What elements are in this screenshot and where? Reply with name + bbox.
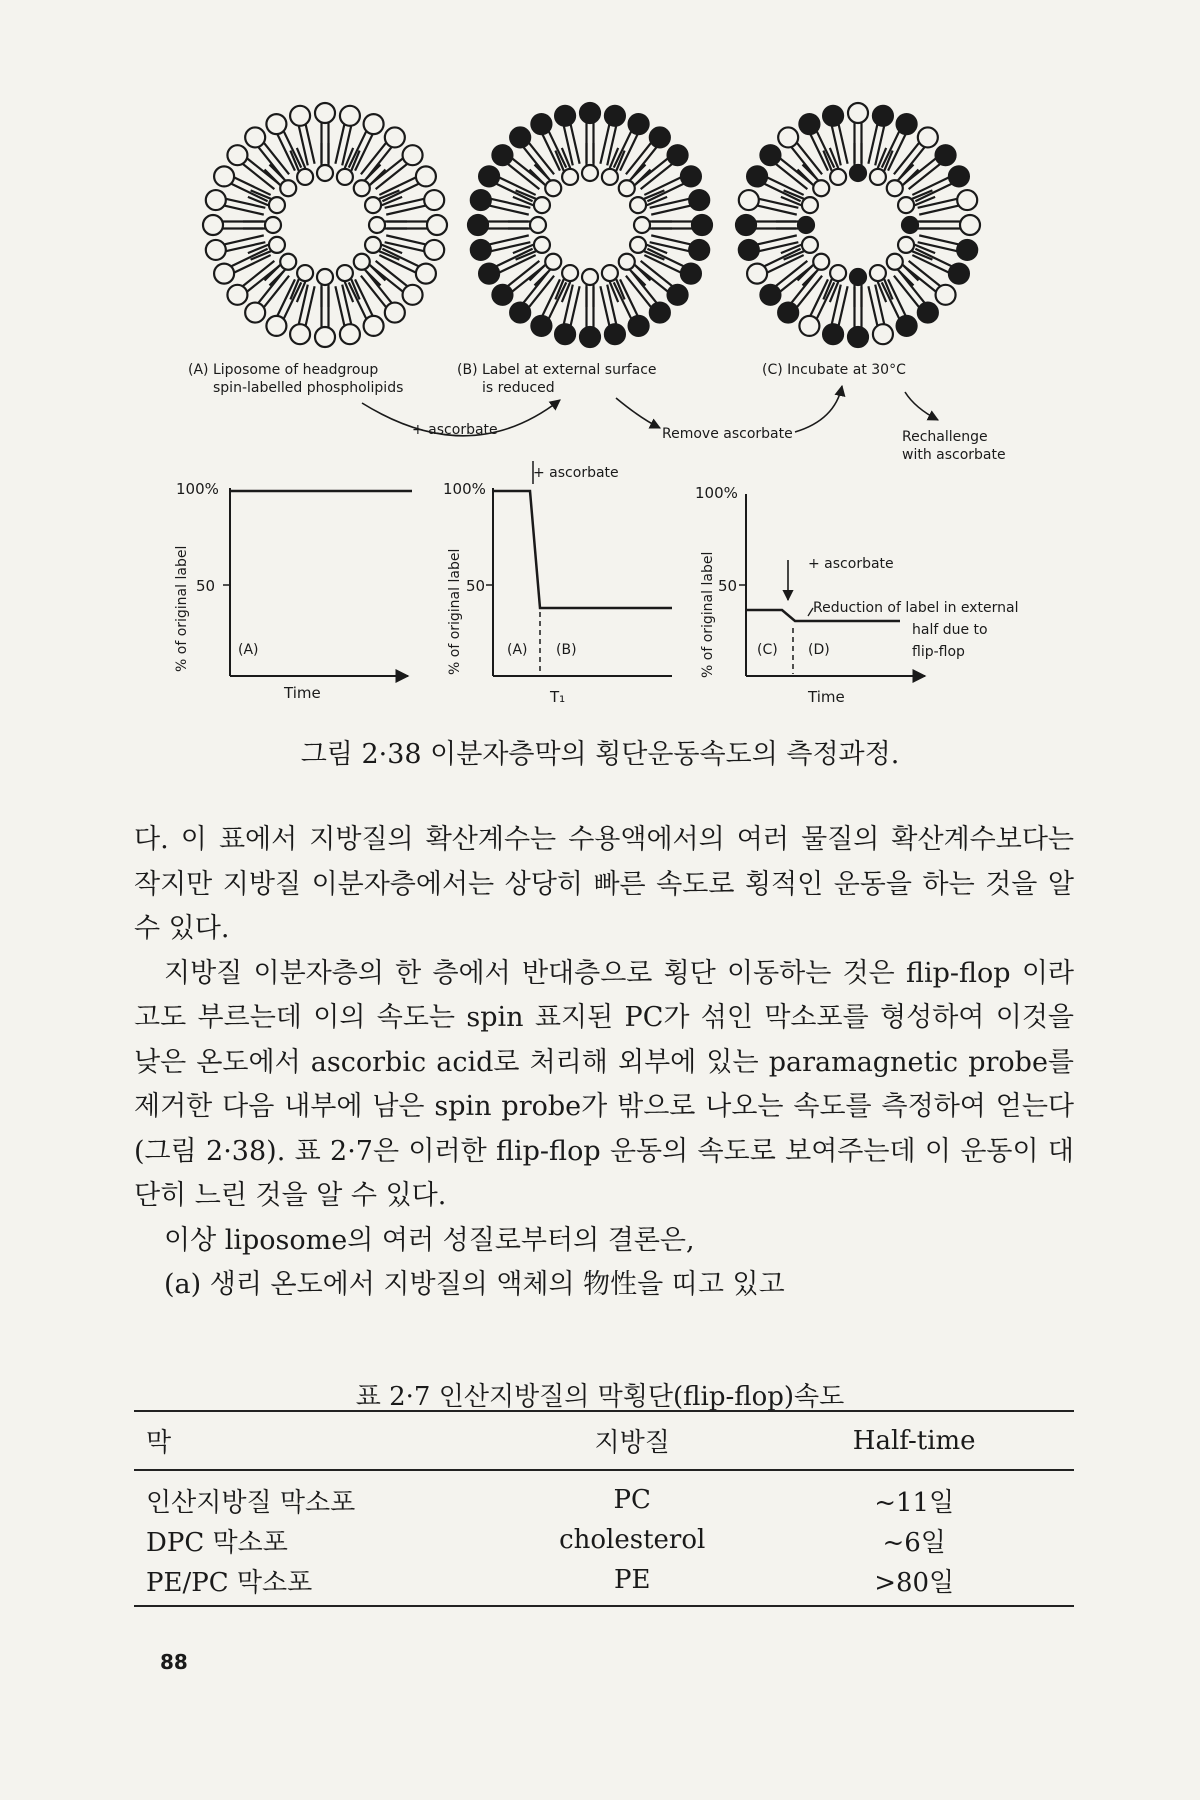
liposome-b-inner-lipid — [619, 254, 651, 286]
liposome-b-inner-lipid — [530, 165, 562, 197]
liposome-b-inner-lipid — [530, 254, 562, 286]
graph-b-seg-a: (A) — [507, 642, 528, 658]
rechallenge-label: Rechallenge — [902, 429, 988, 445]
cell-half-time: ~6일 — [882, 1527, 946, 1558]
page-number: 88 — [160, 1650, 188, 1674]
panel-a-label-2: spin-labelled phospholipids — [213, 380, 404, 396]
graph-c-note-2: half due to — [912, 622, 988, 638]
graph-a — [174, 480, 412, 702]
paragraph-2: 지방질 이분자층의 한 층에서 반대층으로 횡단 이동하는 것은 flip-flop 이라고도 부르는데 이의 속도는 spin 표지된 PC가 섞인 막소포를 형성하여 이것을 낮은 온도에서 ascorbic acid로 처리해 외부에 있는 paramagnetic probe를 제거한 다음 내부에 남은 spin probe가 밖으로 나오는 속도를 측정하여 얻는다(그림 2·38). 표 2·7은 이러한 flip-flop 운동의 속도로 보여주는데 이 운동이 대단히 느린 것을 알 수 있다. — [134, 957, 1074, 1211]
cell-membrane: PE/PC 막소포 — [134, 1560, 510, 1606]
graph-c-y100: 100% — [695, 484, 738, 502]
graph-a-seg-a: (A) — [238, 642, 259, 658]
liposome-a-inner-lipid — [265, 165, 297, 197]
table-row — [134, 1470, 1074, 1520]
graph-c-y50: 50 — [718, 577, 738, 595]
liposome-figure — [0, 0, 1200, 730]
body-text — [134, 818, 1074, 1308]
graph-c-time: Time — [808, 688, 845, 706]
cell-membrane: 인산지방질 막소포 — [146, 1487, 356, 1518]
graph-b-y100: 100% — [443, 480, 486, 498]
liposome-b-inner-lipid — [634, 217, 672, 233]
cell-lipid: PC — [613, 1485, 651, 1515]
liposome-c-inner-lipid — [887, 165, 919, 197]
liposome-a-outer-lipid — [203, 215, 263, 235]
graph-b-t1: T₁ — [550, 688, 566, 706]
graph-b-ylabel: % of original label — [447, 548, 463, 675]
liposome-c-outer-lipid — [848, 103, 868, 163]
liposome-a-inner-lipid — [317, 143, 333, 181]
paragraph-3: 이상 liposome의 여러 성질로부터의 결론은, — [164, 1224, 695, 1256]
liposome-b-outer-lipid — [468, 215, 528, 235]
graph-c — [695, 484, 1019, 706]
panel-b-label-2: is reduced — [482, 380, 555, 396]
liposome-a-inner-lipid — [317, 269, 333, 307]
graph-c-note-1: Reduction of label in external — [813, 600, 1019, 616]
graph-c-ylabel: % of original label — [700, 551, 716, 678]
liposome-a-outer-lipid — [387, 215, 447, 235]
liposome-c-inner-lipid — [902, 217, 940, 233]
liposome-b-outer-lipid — [652, 215, 712, 235]
paragraph-4: (a) 생리 온도에서 지방질의 액체의 物性을 띠고 있고 — [164, 1269, 785, 1300]
rechallenge-label-2: with ascorbate — [902, 447, 1006, 463]
liposome-c-outer-lipid — [920, 215, 980, 235]
cell-half-time: ~11일 — [874, 1487, 955, 1518]
liposome-b-outer-lipid — [580, 103, 600, 163]
table-row — [134, 1560, 1074, 1606]
liposome-a-inner-lipid — [243, 217, 281, 233]
paragraph-1: 다. 이 표에서 지방질의 확산계수는 수용액에서의 여러 물질의 확산계수보다는 작지만 지방질 이분자층에서는 상당히 빠른 속도로 횡적인 운동을 하는 것을 알 수 있다. — [134, 824, 1074, 944]
liposome-diagrams — [203, 103, 980, 347]
liposome-c-inner-lipid — [850, 269, 866, 307]
liposome-c-inner-lipid — [798, 165, 830, 197]
col-header-half-time: Half-time — [754, 1411, 1074, 1470]
liposome-c-outer-lipid — [736, 215, 796, 235]
liposome-b-inner-lipid — [619, 165, 651, 197]
liposome-c-inner-lipid — [887, 254, 919, 286]
graph-b-y50: 50 — [466, 577, 486, 595]
graph-c-seg-d: (D) — [808, 642, 830, 658]
liposome-b-inner-lipid — [508, 217, 546, 233]
graph-c-ascorbate: + ascorbate — [808, 556, 894, 572]
col-header-membrane: 막 — [134, 1411, 510, 1470]
graph-a-y100: 100% — [176, 480, 219, 498]
graph-c-note-3: flip-flop — [912, 644, 965, 660]
graph-a-ylabel: % of original label — [174, 545, 190, 672]
liposome-b-outer-lipid — [580, 287, 600, 347]
remove-ascorbate-label: Remove ascorbate — [662, 426, 793, 442]
liposome-a-inner-lipid — [354, 165, 386, 197]
graph-a-y50: 50 — [196, 577, 216, 595]
panel-c-label: (C) Incubate at 30°C — [762, 362, 906, 378]
liposome-a-inner-lipid — [354, 254, 386, 286]
panel-b-label: (B) Label at external surface — [457, 362, 657, 378]
col-header-lipid: 지방질 — [510, 1411, 754, 1470]
panel-a-label: (A) Liposome of headgroup — [188, 362, 379, 378]
graph-b-line — [493, 491, 672, 608]
graph-a-time: Time — [284, 684, 321, 702]
graph-c-seg-c: (C) — [757, 642, 778, 658]
liposome-c-outer-lipid — [848, 287, 868, 347]
liposome-a-inner-lipid — [369, 217, 407, 233]
liposome-b-inner-lipid — [582, 143, 598, 181]
graph-b-seg-b: (B) — [556, 642, 577, 658]
cell-membrane: DPC 막소포 — [146, 1527, 288, 1558]
liposome-b-inner-lipid — [582, 269, 598, 307]
cell-lipid: PE — [510, 1560, 754, 1606]
table-title: 표 2·7 인산지방질의 막횡단(flip-flop)속도 — [355, 1382, 845, 1412]
flip-flop-table — [134, 1410, 1074, 1607]
table-row — [134, 1520, 1074, 1560]
ascorbate-arrow-label: + ascorbate — [412, 422, 498, 438]
liposome-a-outer-lipid — [315, 103, 335, 163]
liposome-c-inner-lipid — [798, 254, 830, 286]
liposome-c-inner-lipid — [776, 217, 814, 233]
figure-caption: 그림 2·38 이분자층막의 횡단운동속도의 측정과정. — [300, 739, 900, 770]
cell-half-time: >80일 — [754, 1560, 1074, 1606]
liposome-c-inner-lipid — [850, 143, 866, 181]
liposome-a-outer-lipid — [315, 287, 335, 347]
graph-b — [443, 461, 672, 706]
cell-lipid: cholesterol — [559, 1525, 706, 1555]
liposome-a-inner-lipid — [265, 254, 297, 286]
graph-b-ascorbate: + ascorbate — [533, 465, 619, 481]
table-header-row — [134, 1411, 1074, 1470]
